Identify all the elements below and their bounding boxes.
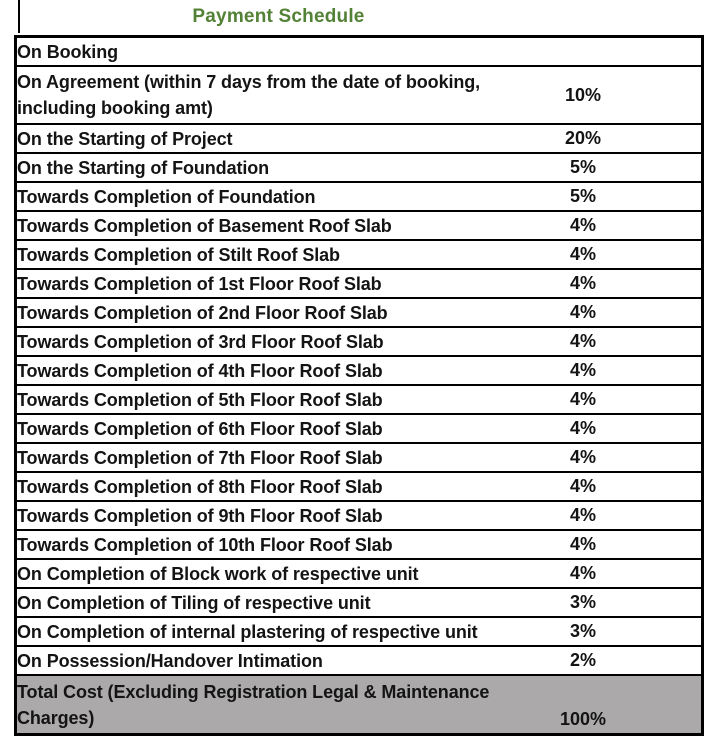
- table-row: [17, 618, 701, 647]
- empty-cell: [620, 299, 701, 328]
- percent-value: 4%: [546, 212, 620, 241]
- milestone-label: Towards Completion of 10th Floor Roof Slab: [17, 531, 546, 560]
- empty-cell: [620, 676, 701, 733]
- empty-cell: [620, 618, 701, 647]
- milestone-label: Towards Completion of Basement Roof Slab: [17, 212, 546, 241]
- empty-cell: [620, 270, 701, 299]
- percent-value: 10%: [546, 67, 620, 125]
- page-title: Payment Schedule: [192, 6, 365, 27]
- milestone-label: Towards Completion of Stilt Roof Slab: [17, 241, 546, 270]
- milestone-label: On Possession/Handover Intimation: [17, 647, 546, 676]
- table-row: [17, 38, 701, 67]
- table-row: [17, 415, 701, 444]
- empty-cell: [620, 502, 701, 531]
- percent-value: 100%: [546, 676, 620, 733]
- milestone-label: On the Starting of Project: [17, 125, 546, 154]
- percent-value: 4%: [546, 241, 620, 270]
- empty-cell: [620, 531, 701, 560]
- milestone-label: On Agreement (within 7 days from the date of booking, including booking amt): [17, 67, 546, 125]
- percent-value: 3%: [546, 589, 620, 618]
- milestone-label: Towards Completion of 6th Floor Roof Slab: [17, 415, 546, 444]
- payment-table-body: [17, 38, 701, 733]
- percent-value: 5%: [546, 183, 620, 212]
- percent-value: 4%: [546, 560, 620, 589]
- milestone-label: On Completion of internal plastering of respective unit: [17, 618, 546, 647]
- milestone-label: Towards Completion of 7th Floor Roof Slab: [17, 444, 546, 473]
- milestone-label: On Completion of Block work of respective unit: [17, 560, 546, 589]
- milestone-label: Towards Completion of 2nd Floor Roof Slab: [17, 299, 546, 328]
- percent-value: 2%: [546, 647, 620, 676]
- milestone-label: On the Starting of Foundation: [17, 154, 546, 183]
- table-row: [17, 676, 701, 733]
- table-row: [17, 154, 701, 183]
- milestone-label: On Completion of Tiling of respective unit: [17, 589, 546, 618]
- milestone-label: Towards Completion of 4th Floor Roof Slab: [17, 357, 546, 386]
- table-row: [17, 647, 701, 676]
- milestone-label: Towards Completion of 3rd Floor Roof Slab: [17, 328, 546, 357]
- empty-cell: [620, 67, 701, 125]
- milestone-label: Towards Completion of 1st Floor Roof Slab: [17, 270, 546, 299]
- table-row: [17, 531, 701, 560]
- milestone-label: Towards Completion of 9th Floor Roof Slab: [17, 502, 546, 531]
- table-row: [17, 270, 701, 299]
- milestone-label: Towards Completion of Foundation: [17, 183, 546, 212]
- percent-value: 4%: [546, 270, 620, 299]
- empty-cell: [620, 38, 701, 67]
- table-row: [17, 212, 701, 241]
- milestone-label: Total Cost (Excluding Registration Legal & Maintenance Charges): [17, 676, 546, 733]
- table-row: [17, 183, 701, 212]
- percent-value: 4%: [546, 415, 620, 444]
- empty-cell: [620, 473, 701, 502]
- milestone-label: On Booking: [17, 38, 546, 67]
- table-row: [17, 386, 701, 415]
- empty-cell: [620, 386, 701, 415]
- table-row: [17, 473, 701, 502]
- milestone-label: Towards Completion of 8th Floor Roof Slab: [17, 473, 546, 502]
- empty-cell: [620, 241, 701, 270]
- empty-cell: [620, 154, 701, 183]
- percent-value: 4%: [546, 502, 620, 531]
- table-row: [17, 299, 701, 328]
- table-row: [17, 67, 701, 125]
- empty-cell: [620, 125, 701, 154]
- empty-cell: [620, 183, 701, 212]
- percent-value: 4%: [546, 444, 620, 473]
- percent-value: 4%: [546, 328, 620, 357]
- empty-cell: [620, 212, 701, 241]
- empty-cell: [620, 328, 701, 357]
- percent-value: 4%: [546, 299, 620, 328]
- percent-value: 4%: [546, 386, 620, 415]
- table-row: [17, 241, 701, 270]
- empty-cell: [620, 444, 701, 473]
- table-row: [17, 444, 701, 473]
- percent-value: 4%: [546, 357, 620, 386]
- empty-cell: [620, 647, 701, 676]
- empty-cell: [620, 357, 701, 386]
- percent-value: [546, 38, 620, 67]
- empty-cell: [620, 560, 701, 589]
- table-row: [17, 589, 701, 618]
- empty-cell: [620, 415, 701, 444]
- percent-value: 4%: [546, 531, 620, 560]
- milestone-label: Towards Completion of 5th Floor Roof Slab: [17, 386, 546, 415]
- table-row: [17, 328, 701, 357]
- percent-value: 3%: [546, 618, 620, 647]
- percent-value: 5%: [546, 154, 620, 183]
- table-row: [17, 502, 701, 531]
- percent-value: 4%: [546, 473, 620, 502]
- empty-cell: [620, 589, 701, 618]
- table-row: [17, 125, 701, 154]
- table-row: [17, 357, 701, 386]
- percent-value: 20%: [546, 125, 620, 154]
- payment-schedule-table: [14, 35, 704, 736]
- table-row: [17, 560, 701, 589]
